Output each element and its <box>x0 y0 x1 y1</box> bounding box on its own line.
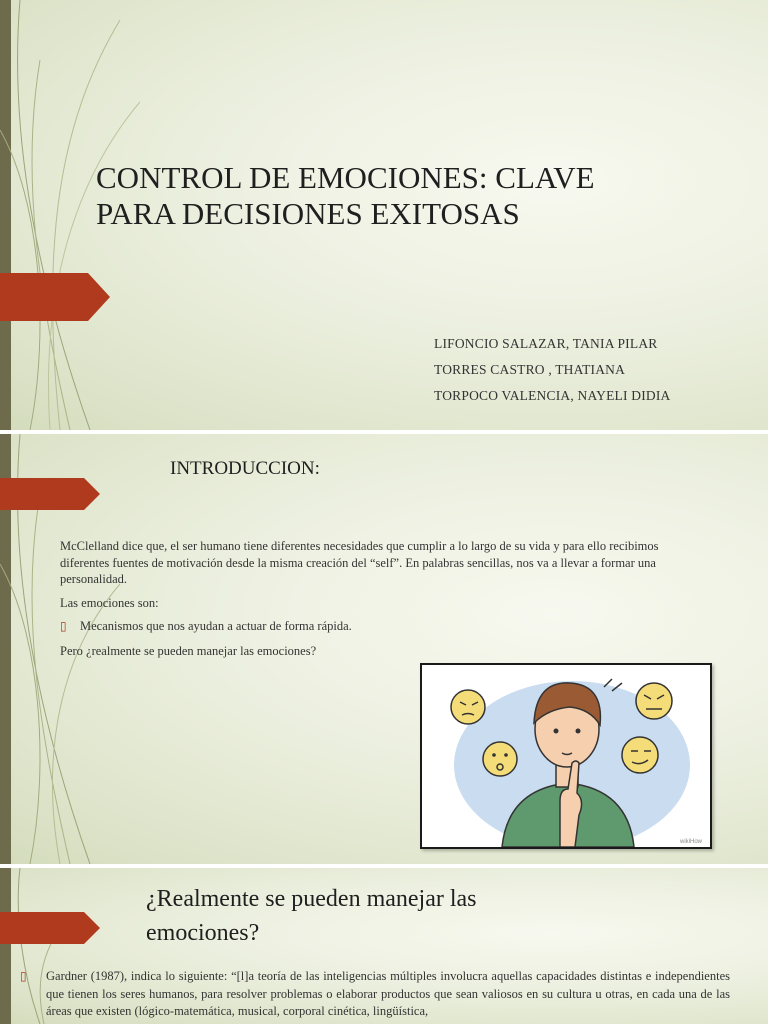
watermark-text: wikiHow <box>680 839 703 845</box>
red-arrow-tag-icon <box>0 478 100 510</box>
author-list <box>434 334 754 412</box>
question-slide <box>0 868 768 1024</box>
bullet-text: Mecanismos que nos ayudan a actuar de forma rápida. <box>80 619 352 633</box>
section-heading: INTRODUCCION: <box>170 458 320 479</box>
author-name: TORPOCO VALENCIA, NAYELI DIDIA <box>434 388 671 403</box>
intro-body <box>60 538 710 666</box>
red-square-bullet-icon: ▯ <box>60 619 67 633</box>
introduction-slide <box>0 434 768 864</box>
slide-title: CONTROL DE EMOCIONES: CLAVE PARA DECISIONES EXITOSAS <box>96 160 595 231</box>
red-square-bullet-icon: ▯ <box>20 969 27 983</box>
paragraph: Las emociones son: <box>60 595 159 610</box>
emoji-face-icon <box>622 737 658 773</box>
author-name: TORRES CASTRO , THATIANA <box>434 362 626 377</box>
section-heading: ¿Realmente se pueden manejar las emociones? <box>146 886 477 946</box>
red-arrow-tag-icon <box>0 273 110 321</box>
thinking-person-illustration <box>420 663 712 849</box>
paragraph: Pero ¿realmente se pueden manejar las emociones? <box>60 643 317 658</box>
bullet-item <box>20 968 730 1021</box>
emoji-face-icon <box>636 683 672 719</box>
slide-edge-bar <box>0 0 11 430</box>
slide-edge-bar <box>0 868 11 1024</box>
red-arrow-tag-icon <box>0 912 100 944</box>
emoji-face-icon <box>451 690 485 724</box>
title-slide <box>0 0 768 430</box>
emoji-face-icon <box>483 742 517 776</box>
bullet-text: Gardner (1987), indica lo siguiente: “[l]a teoría de las inteligencias múltiples involucra aquellas capacidades distintas e independientes que tienen los seres humanos, para resolver problemas o elaborar productos que sean valiosos en su cultura u otras, en cada una de las áreas que existen (lógico-matemática, musical, corporal cinética, lingüística, <box>46 969 730 1018</box>
paragraph: McClelland dice que, el ser humano tiene diferentes necesidades que cumplir a lo largo de su vida y para ello recibimos diferentes fuentes de motivación desde la misma creación del “self”. En palabras sencillas, nos va a llevar a formar una personalidad. <box>60 539 659 586</box>
author-name: LIFONCIO SALAZAR, TANIA PILAR <box>434 336 658 351</box>
bullet-item <box>60 618 710 635</box>
